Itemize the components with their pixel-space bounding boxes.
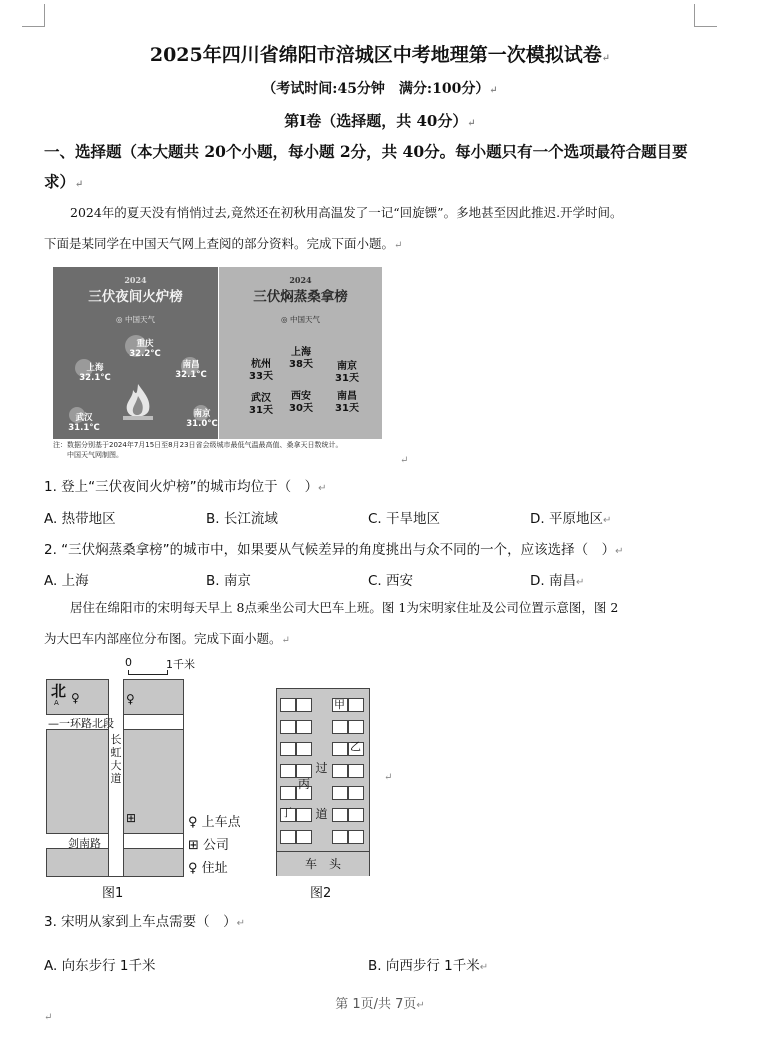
pickup-icon: ♀: [126, 692, 135, 706]
flame-icon: [121, 382, 155, 422]
seat: [280, 698, 296, 712]
seat: [280, 720, 296, 734]
passage-1: 2024年的夏天没有悄悄过去,竟然还在初秋用高温发了一记“回旋镖”。多地甚至因此推迟.开学时间。 下面是某同学在中国天气网上查阅的部分资料。完成下面小题。↵: [44, 205, 623, 251]
company-icon: ⊞: [126, 811, 137, 825]
ranking-title: 三伏夜间火炉榜: [88, 289, 183, 305]
exam-info: （考试时间:45分钟 满分:100分）↵: [262, 81, 498, 97]
weather-logo: ◎ 中国天气: [116, 315, 155, 324]
ranking-title: 三伏焖蒸桑拿榜: [253, 289, 348, 305]
seat: [296, 830, 312, 844]
bus-front: 车 头: [277, 851, 369, 876]
jiannan-label: 剑南路: [68, 837, 101, 850]
ranking-city: 武汉 31天: [249, 393, 273, 416]
company-icon: ⊞: [188, 838, 199, 853]
q1-option-b[interactable]: B. 长江流域: [206, 511, 278, 527]
legend-home: ♀ 住址: [188, 861, 228, 876]
q1-option-d[interactable]: D. 平原地区↵: [530, 511, 612, 527]
seat: [296, 698, 312, 712]
changhong-label: 长虹大道: [110, 733, 122, 785]
home-icon: ♀: [71, 691, 80, 705]
ranking-city: 上海 32.1°C: [79, 363, 111, 383]
section-heading: 一、选择题（本大题共 20个小题，每小题 2分，共 40分。每小题只有一个选项最符合题目要 求）↵: [44, 142, 688, 191]
ranking-note: 注：数据分别基于2024年7月15日至8月23日省会级城市最低气温最高值、桑拿天日数统计。 中国天气网制图。: [53, 441, 343, 459]
north-label: 北: [51, 682, 67, 700]
seat: [332, 808, 348, 822]
figure-2-caption: 图2: [310, 886, 332, 901]
seat: [332, 764, 348, 778]
seat: [332, 830, 348, 844]
scale-label: 1千米: [166, 658, 195, 671]
q1-option-c[interactable]: C. 干旱地区: [368, 511, 441, 527]
return-mark: ↵: [384, 772, 393, 783]
seat: [348, 808, 364, 822]
passage-2: 居住在绵阳市的宋明每天早上 8点乘坐公司大巴车上班。图 1为宋明家住址及公司位置示意图，图 2 为大巴车内部座位分布图。完成下面小题。↵: [44, 600, 619, 646]
seat-bing: 丙: [298, 777, 311, 791]
legend-company: ⊞ 公司: [188, 838, 230, 853]
q2-option-b[interactable]: B. 南京: [206, 573, 251, 589]
aisle-label: 过道: [315, 761, 328, 821]
q3-option-a[interactable]: A. 向东步行 1千米: [44, 958, 156, 974]
exam-title: 2025年四川省绵阳市涪城区中考地理第一次模拟试卷↵: [149, 44, 611, 66]
ranking-night-furnace: [53, 267, 218, 439]
seat: [332, 786, 348, 800]
seat: [348, 786, 364, 800]
seat: [348, 764, 364, 778]
ranking-city: 南京 31天: [335, 361, 359, 384]
page-footer: 第 1页/共 7页↵: [335, 997, 425, 1012]
seat: [348, 720, 364, 734]
seat: [296, 742, 312, 756]
seat: [332, 720, 348, 734]
ranking-year: 2024: [124, 275, 147, 285]
crop-mark-top-right: [694, 4, 717, 27]
seat: [280, 786, 296, 800]
q2-option-d[interactable]: D. 南昌↵: [530, 573, 585, 589]
q3-option-b[interactable]: B. 向西步行 1千米↵: [368, 958, 489, 974]
seat: [296, 720, 312, 734]
ranking-city: 南京 31.0°C: [186, 409, 218, 429]
crop-mark-top-left: [22, 4, 45, 27]
seat: [280, 764, 296, 778]
seat: [348, 830, 364, 844]
home-icon: ♀: [188, 861, 198, 876]
seat: [280, 830, 296, 844]
ranking-city: 重庆 32.2°C: [129, 339, 161, 359]
question-2: 2. “三伏焖蒸桑拿榜”的城市中，如果要从气候差异的角度挑出与众不同的一个，应该选择（ ）↵: [44, 542, 624, 558]
ranking-year: 2024: [289, 275, 312, 285]
figure-1-caption: 图1: [102, 886, 124, 901]
seat: [332, 742, 348, 756]
q2-option-c[interactable]: C. 西安: [368, 573, 414, 589]
intersection: [109, 834, 121, 846]
pickup-icon: ♀: [188, 815, 198, 830]
volume-title: 第Ⅰ卷（选择题，共 40分）↵: [284, 112, 476, 130]
seat: [280, 742, 296, 756]
seat: [296, 808, 312, 822]
q2-option-a[interactable]: A. 上海: [44, 573, 89, 589]
north-letter: A: [54, 699, 59, 707]
question-1: 1. 登上“三伏夜间火炉榜”的城市均位于（ ）↵: [44, 479, 327, 495]
scale-bar: [128, 670, 168, 675]
ring-road-label: —一环路北段: [48, 717, 114, 730]
seat-ding: 丁: [281, 806, 292, 819]
weather-logo: ◎ 中国天气: [281, 315, 320, 324]
q1-option-a[interactable]: A. 热带地区: [44, 511, 116, 527]
seat-yi: 乙: [350, 740, 361, 753]
ranking-city: 武汉 31.1°C: [68, 413, 100, 433]
scale-zero: 0: [125, 656, 132, 669]
ranking-sauna: [219, 267, 382, 439]
question-3: 3. 宋明从家到上车点需要（ ）↵: [44, 914, 246, 930]
seat-jia: 甲: [334, 698, 345, 711]
ranking-city: 杭州 33天: [249, 359, 273, 382]
figure-2-bus: [276, 688, 370, 876]
ranking-city: 上海 38天: [289, 347, 313, 370]
ranking-city: 南昌 32.1°C: [175, 360, 207, 380]
seat: [348, 698, 364, 712]
return-mark: ↵: [400, 455, 409, 466]
legend-pickup: ♀ 上车点: [188, 815, 241, 830]
figure-1-map: [46, 655, 256, 895]
return-mark: ↵: [44, 1012, 53, 1023]
ranking-city: 西安 30天: [289, 391, 313, 414]
ranking-city: 南昌 31天: [335, 391, 359, 414]
